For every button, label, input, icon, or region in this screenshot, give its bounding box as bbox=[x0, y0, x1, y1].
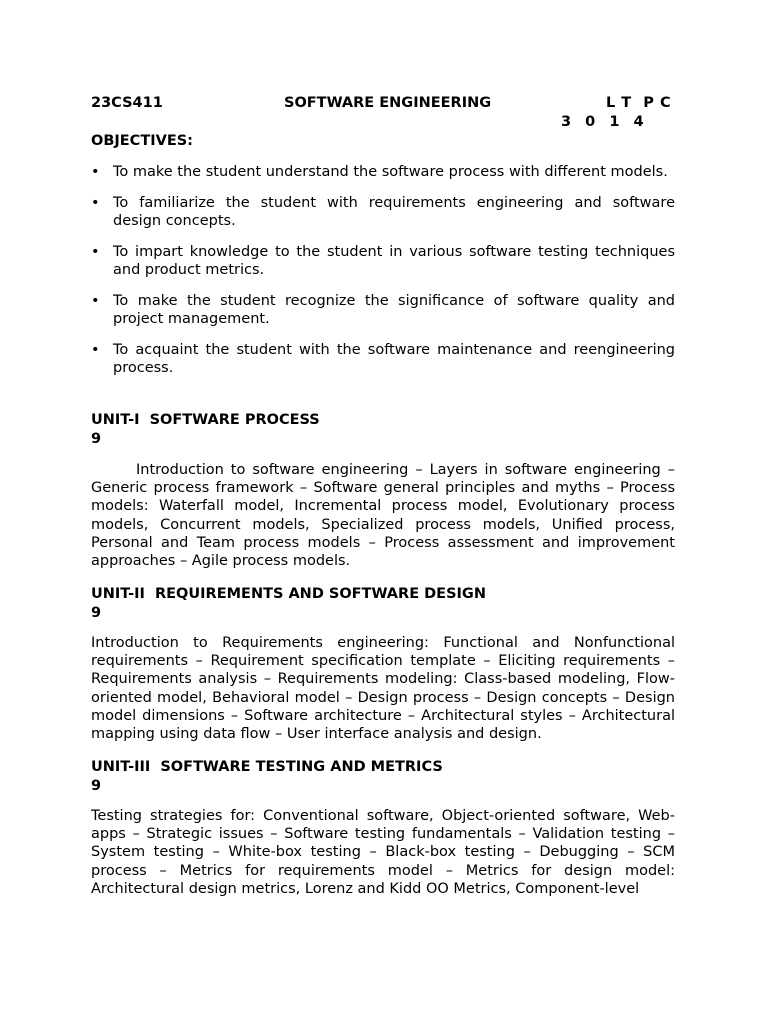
unit-hours: 9 bbox=[91, 604, 102, 621]
course-title: SOFTWARE ENGINEERING bbox=[284, 95, 492, 111]
objectives-list bbox=[91, 163, 675, 390]
unit-content: Introduction to Requirements engineering: Functional and Nonfunctional requirements – Requirement specification template – Eliciting requirements – Requirements analysis – Requirements modeling: Class-based modeling, Flow-oriented model, Behavioral model – Design process – Design concepts – Design model dimensions – Software architecture – Architectural styles – Architectural mapping using data flow – User interface analysis and design. bbox=[91, 635, 675, 743]
bullet-icon: • bbox=[91, 164, 100, 180]
objective-text: To familiarize the student with requirements engineering and software design concepts. bbox=[113, 194, 675, 230]
unit-heading: UNIT-II REQUIREMENTS AND SOFTWARE DESIGN bbox=[91, 586, 486, 602]
unit-1-section bbox=[91, 411, 675, 448]
unit-2-section bbox=[91, 585, 675, 622]
bullet-icon: • bbox=[91, 194, 100, 211]
ltpc-label: L T P C bbox=[606, 95, 671, 111]
objective-item bbox=[91, 243, 675, 280]
unit-hours: 9 bbox=[91, 777, 102, 794]
objective-item bbox=[91, 194, 675, 231]
objective-text: To impart knowledge to the student in various software testing techniques and product metrics. bbox=[113, 243, 675, 279]
objective-item bbox=[91, 292, 675, 329]
bullet-icon: • bbox=[91, 292, 100, 309]
unit-heading: UNIT-III SOFTWARE TESTING AND METRICS bbox=[91, 759, 443, 775]
unit-content: Testing strategies for: Conventional software, Object-oriented software, Web-apps – Strategic issues – Software testing fundamentals – Validation testing – System testing – White-box testing – Black-box testing – Debugging – SCM process – Metrics for requirements model – Metrics for design model: Architectural design metrics, Lorenz and Kidd OO Metrics, Component-level bbox=[91, 808, 675, 897]
unit-3-section bbox=[91, 758, 675, 795]
objective-text: To make the student recognize the significance of software quality and project management. bbox=[113, 292, 675, 328]
objective-item bbox=[91, 341, 675, 378]
objectives-heading: OBJECTIVES: bbox=[91, 133, 193, 149]
objective-item bbox=[91, 163, 675, 181]
bullet-icon: • bbox=[91, 342, 100, 359]
ltpc-values: 3 0 1 4 bbox=[561, 114, 644, 130]
objective-text: To make the student understand the software process with different models. bbox=[113, 164, 668, 180]
bullet-icon: • bbox=[91, 243, 100, 260]
unit-heading: UNIT-I SOFTWARE PROCESS bbox=[91, 412, 320, 428]
objective-text: To acquaint the student with the software maintenance and reengineering process. bbox=[113, 342, 675, 377]
unit-content: Introduction to software engineering – Layers in software engineering – Generic process framework – Software general principles and myths – Process models: Waterfall model, Incremental process model, Evolutionary process models, Concurrent models, Specialized process models, Unified process, Personal and Team process models – Process assessment and improvement approaches – Agile process models. bbox=[91, 462, 675, 570]
course-code: 23CS411 bbox=[91, 95, 163, 111]
unit-hours: 9 bbox=[91, 430, 102, 447]
